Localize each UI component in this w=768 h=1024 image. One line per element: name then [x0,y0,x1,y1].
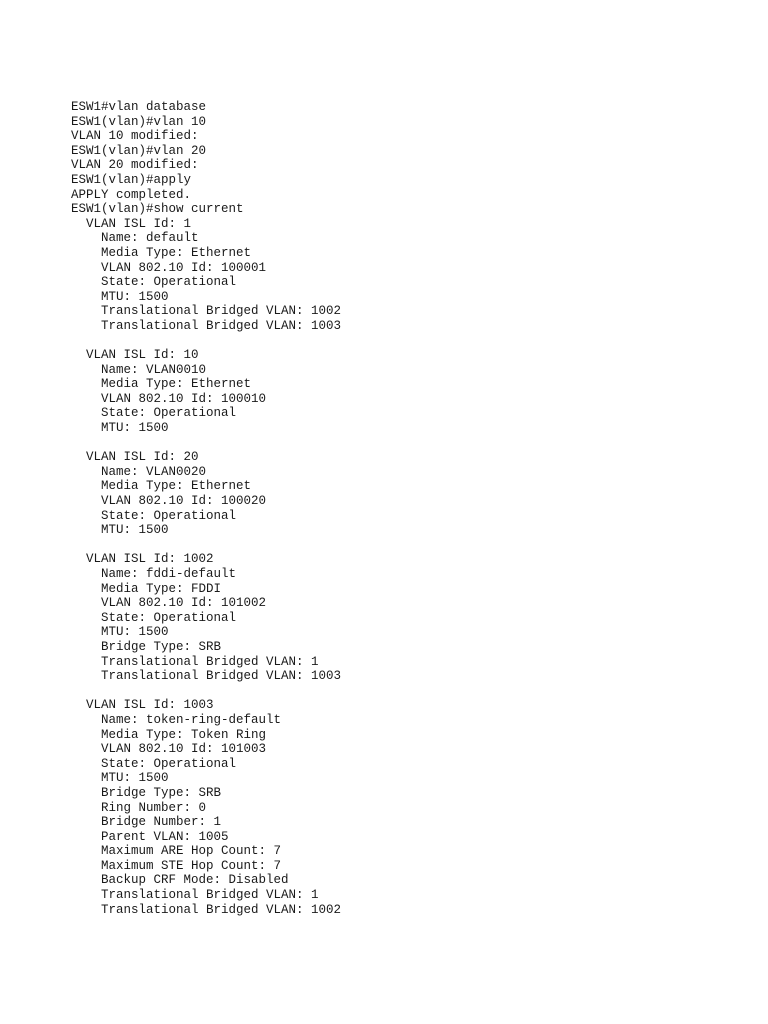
cli-line: Translational Bridged VLAN: 1003 [101,318,342,333]
cli-line: VLAN 802.10 Id: 101003 [101,742,267,757]
cli-line: Maximum STE Hop Count: 7 [101,858,282,873]
cli-line: Name: VLAN0020 [101,464,207,479]
cli-line: VLAN ISL Id: 20 [86,450,199,465]
cli-line: Name: VLAN0010 [101,362,207,377]
cli-line: VLAN 20 modified: [71,158,199,173]
cli-line: Translational Bridged VLAN: 1002 [101,304,342,319]
cli-line: State: Operational [101,610,237,625]
cli-line: Media Type: Ethernet [101,245,252,260]
cli-line: Translational Bridged VLAN: 1003 [101,669,342,684]
cli-line: Translational Bridged VLAN: 1002 [101,902,342,917]
cli-line: MTU: 1500 [101,523,169,538]
cli-line: ESW1(vlan)#vlan 20 [71,143,207,158]
cli-line: MTU: 1500 [101,771,169,786]
cli-line: VLAN 10 modified: [71,129,199,144]
cli-line: Name: token-ring-default [101,712,282,727]
cli-line: Bridge Type: SRB [101,785,222,800]
cli-line: VLAN ISL Id: 1003 [86,698,214,713]
cli-line: Maximum ARE Hop Count: 7 [101,844,282,859]
cli-line: VLAN ISL Id: 1002 [86,552,214,567]
cli-line: MTU: 1500 [101,289,169,304]
cli-line: Media Type: Ethernet [101,479,252,494]
cli-line: ESW1(vlan)#apply [71,172,192,187]
cli-line: VLAN 802.10 Id: 100001 [101,260,267,275]
cli-line: ESW1#vlan database [71,100,207,114]
cli-line: MTU: 1500 [101,625,169,640]
cli-line: VLAN 802.10 Id: 100020 [101,494,267,509]
cli-line: Ring Number: 0 [101,800,207,815]
cli-line: ESW1(vlan)#show current [71,202,244,217]
cli-line: Media Type: Token Ring [101,727,267,742]
cli-line: Name: default [101,231,199,246]
cli-line: State: Operational [101,756,237,771]
cli-line: Parent VLAN: 1005 [101,829,229,844]
blank-line [71,334,341,349]
blank-line [71,436,341,451]
cli-line: Bridge Number: 1 [101,815,222,830]
cli-line: VLAN 802.10 Id: 100010 [101,391,267,406]
cli-line: VLAN ISL Id: 10 [86,348,199,363]
blank-line [71,538,341,553]
cli-line: Translational Bridged VLAN: 1 [101,654,319,669]
cli-line: Backup CRF Mode: Disabled [101,873,289,888]
cli-line: Translational Bridged VLAN: 1 [101,888,319,903]
cli-line: State: Operational [101,406,237,421]
cli-line: Bridge Type: SRB [101,639,222,654]
cli-line: Name: fddi-default [101,567,237,581]
cli-line: MTU: 1500 [101,421,169,436]
cli-line: VLAN 802.10 Id: 101002 [101,596,267,611]
cli-line: Media Type: Ethernet [101,377,252,392]
cli-line: State: Operational [101,508,237,523]
cli-output [71,100,341,917]
cli-line: State: Operational [101,275,237,290]
cli-line: APPLY completed. [71,187,192,202]
cli-line: ESW1(vlan)#vlan 10 [71,114,207,129]
cli-line: Media Type: FDDI [101,581,222,596]
blank-line [71,684,341,699]
cli-line: VLAN ISL Id: 1 [86,216,192,231]
